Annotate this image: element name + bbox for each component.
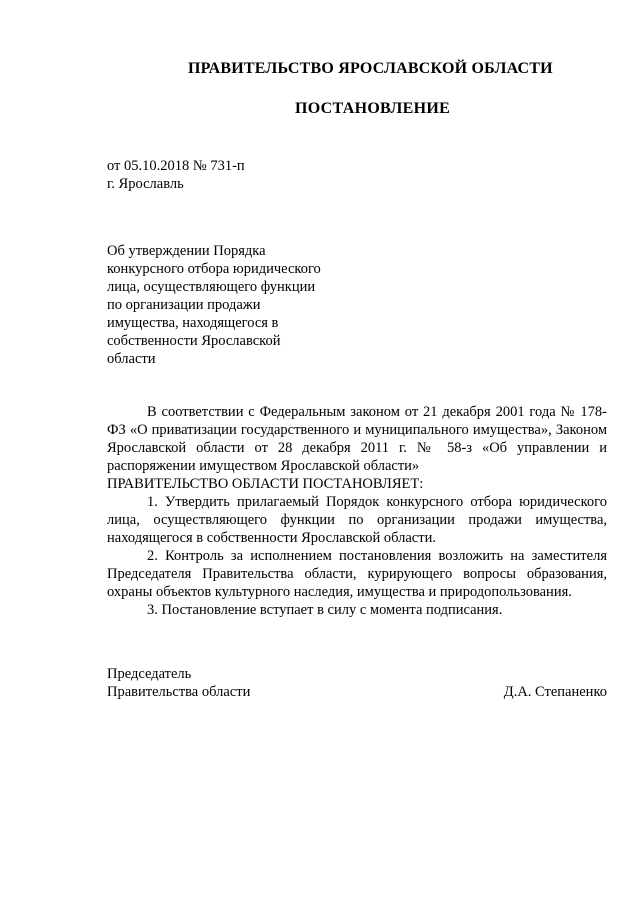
- signature-row: [107, 683, 607, 701]
- subject-line: по организации продажи: [107, 297, 261, 313]
- document-meta: [107, 157, 245, 193]
- document-type: ПОСТАНОВЛЕНИЕ: [295, 100, 451, 117]
- item-3: 3. Постановление вступает в силу с момента подписания.: [147, 602, 503, 618]
- document-subject: [107, 242, 347, 368]
- item-1: 1. Утвердить прилагаемый Порядок конкурсного отбора юридического лица, осуществляющего функции по организации продажи имущества, находящегося в собственности Ярославской области.: [107, 494, 607, 546]
- signatory-name: Д.А. Степаненко: [503, 684, 607, 700]
- subject-line: области: [107, 351, 156, 367]
- preamble-paragraph: В соответствии с Федеральным законом от 21 декабря 2001 года № 178-ФЗ «О приватизации государственного и муниципального имущества», Законом Ярославской области от 28 декабря 2011 г. № 58-з «Об управлении и распоряжении имуществом Ярославской области»: [107, 404, 607, 474]
- resolves-statement: ПРАВИТЕЛЬСТВО ОБЛАСТИ ПОСТАНОВЛЯЕТ:: [107, 476, 424, 492]
- date-number: от 05.10.2018 № 731-п: [107, 158, 245, 174]
- item-2: 2. Контроль за исполнением постановления возложить на заместителя Председателя Правительства области, курирующего вопросы образования, охраны объектов культурного наследия, имущества и природопользования.: [107, 548, 607, 600]
- signatory-title-line-2: Правительства области: [107, 684, 251, 700]
- subject-line: лица, осуществляющего функции: [107, 279, 316, 295]
- document-body: [107, 403, 607, 619]
- government-title: ПРАВИТЕЛЬСТВО ЯРОСЛАВСКОЙ ОБЛАСТИ: [188, 60, 553, 77]
- signatory-title-line-1: Председатель: [107, 666, 192, 682]
- subject-line: конкурсного отбора юридического: [107, 261, 321, 277]
- subject-line: собственности Ярославской: [107, 333, 281, 349]
- signature-block: [107, 665, 607, 701]
- city: г. Ярославль: [107, 176, 184, 192]
- subject-line: имущества, находящегося в: [107, 315, 279, 331]
- subject-line: Об утверждении Порядка: [107, 243, 266, 259]
